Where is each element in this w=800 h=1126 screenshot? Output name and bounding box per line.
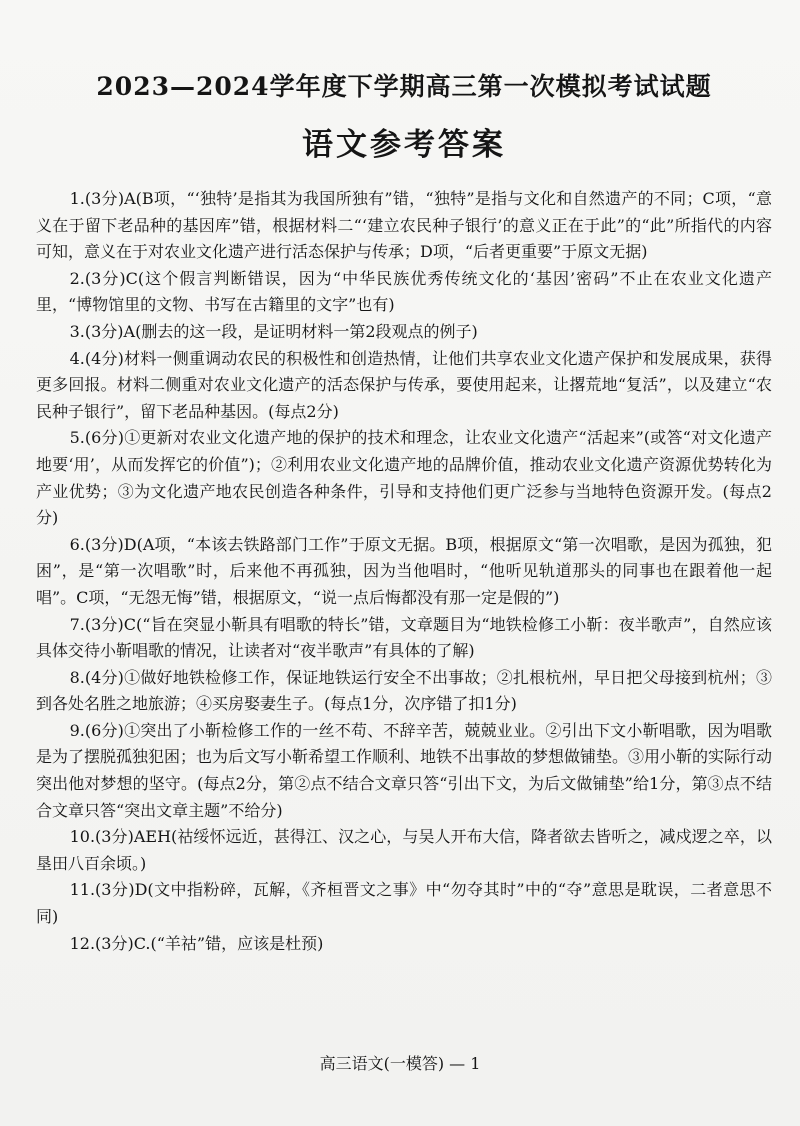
answer-7: 7.(3分)C(“旨在突显小靳具有唱歌的特长”错，文章题目为“地铁检修工小靳：夜半歌声”，自然应该具体交待小靳唱歌的情况，让读者对“夜半歌声”有具体的了解) — [36, 614, 772, 661]
page-footer: 高三语文(一模答) — 1 — [319, 1054, 481, 1073]
answer-key-heading: 语文参考答案 — [302, 127, 506, 163]
answer-6: 6.(3分)D(A项，“本该去铁路部门工作”于原文无据。B项，根据原文“第一次唱歌，是因为孤独，犯困”，是“第一次唱歌”时，后来他不再孤独，因为当他唱时，“他听见轨道那头的同事也在跟着他一起唱”。C项，“无怨无悔”错，根据原文，“说一点后悔都没有那一定是假的”) — [36, 534, 772, 607]
exam-title: 2023—2024学年度下学期高三第一次模拟考试试题 — [96, 72, 712, 101]
answer-4: 4.(4分)材料一侧重调动农民的积极性和创造热情，让他们共享农业文化遗产保护和发展成果，获得更多回报。材料二侧重对农业文化遗产的活态保护与传承，要使用起来，让撂荒地“复活”，以及建立“农民种子银行”，留下老品种基因。(每点2分) — [36, 348, 772, 421]
answer-11: 11.(3分)D(文中指粉碎，瓦解，《齐桓晋文之事》中“勿夺其时”中的“夺”意思是耽误，二者意思不同) — [36, 880, 772, 927]
answer-9: 9.(6分)①突出了小靳检修工作的一丝不苟、不辞辛苦，兢兢业业。②引出下文小靳唱歌，因为唱歌是为了摆脱孤独犯困；也为后文写小靳希望工作顺利、地铁不出事故的梦想做铺垫。③用小靳的实际行动突出他对梦想的坚守。(每点2分，第②点不结合文章只答“引出下文，为后文做铺垫”给1分，第③点不结合文章只答“突出文章主题”不给分) — [36, 720, 773, 820]
answer-1: 1.(3分)A(B项，“‘独特’是指其为我国所独有”错，“独特”是指与文化和自然遗产的不同；C项，“意义在于留下老品种的基因库”错，根据材料二“‘建立农民种子银行’的意义正在于此”的“此”所指代的内容可知，意义在于对农业文化遗产进行活态保护与传承；D项，“后者更重要”于原文无据) — [36, 189, 772, 262]
answer-2: 2.(3分)C(这个假言判断错误，因为“中华民族优秀传统文化的‘基因’密码”不止在农业文化遗产里，“博物馆里的文物、书写在古籍里的文字”也有) — [36, 268, 772, 315]
answer-12: 12.(3分)C.(“羊祜”错，应该是杜预) — [69, 933, 324, 953]
answer-3: 3.(3分)A(删去的这一段，是证明材料一第2段观点的例子) — [69, 321, 478, 341]
answer-5: 5.(6分)①更新对农业文化遗产地的保护的技术和理念，让农业文化遗产“活起来”(或答“对文化遗产地要‘用’，从而发挥它的价值”)；②利用农业文化遗产地的品牌价值，推动农业文化遗产资源优势转化为产业优势；③为文化遗产地农民创造各种条件，引导和支持他们更广泛参与当地特色资源开发。(每点2分) — [36, 428, 772, 528]
answer-list — [36, 186, 772, 957]
answer-8: 8.(4分)①做好地铁检修工作，保证地铁运行安全不出事故；②扎根杭州，早日把父母接到杭州；③到各处名胜之地旅游；④买房娶妻生子。(每点1分，次序错了扣1分) — [36, 667, 772, 714]
answer-10: 10.(3分)AEH(祜绥怀远近，甚得江、汉之心，与吴人开布大信，降者欲去皆听之，减戍逻之卒，以垦田八百余顷。) — [36, 827, 772, 873]
